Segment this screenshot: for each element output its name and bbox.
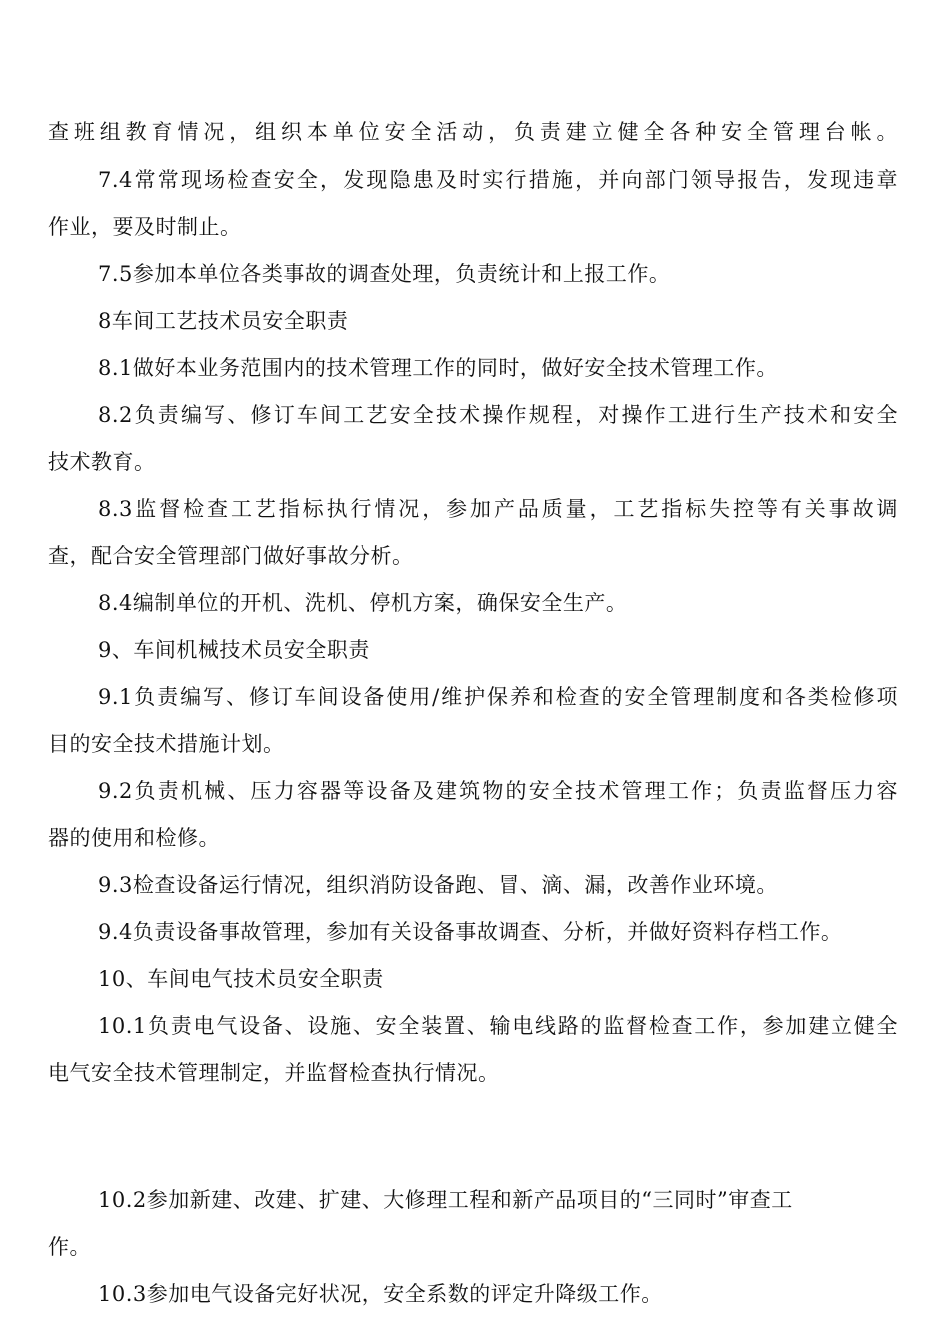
paragraph-9-1-line-1: 9.1负责编写、修订车间设备使用/维护保养和检查的安全管理制度和各类检修项 [98,685,898,709]
paragraph-8-2-line-1: 8.2负责编写、修订车间工艺安全技术操作规程，对操作工进行生产技术和安全 [98,403,898,427]
paragraph-10-2-line-1: 10.2参加新建、改建、扩建、大修理工程和新产品项目的“三同时”审查工 [98,1188,793,1212]
section-heading-8: 8车间工艺技术员安全职责 [98,309,349,333]
paragraph-8-4: 8.4编制单位的开机、洗机、停机方案，确保安全生产。 [98,591,628,615]
paragraph-7-5: 7.5参加本单位各类事故的调查处理，负责统计和上报工作。 [98,262,671,286]
paragraph-7-4-line-1: 7.4常常现场检查安全，发现隐患及时实行措施，并向部门领导报告，发现违章 [98,168,898,192]
paragraph-9-4: 9.4负责设备事故管理，参加有关设备事故调查、分析，并做好资料存档工作。 [98,920,843,944]
paragraph-8-3-line-1: 8.3监督检查工艺指标执行情况，参加产品质量，工艺指标失控等有关事故调 [98,497,898,521]
paragraph-10-1-line-1: 10.1负责电气设备、设施、安全装置、输电线路的监督检查工作，参加建立健全 [98,1014,898,1038]
paragraph-10-2-line-2: 作。 [48,1235,91,1259]
paragraph-9-1-line-2: 目的安全技术措施计划。 [48,732,285,756]
paragraph-9-2-line-2: 器的使用和检修。 [48,826,220,850]
paragraph-9-2-line-1: 9.2负责机械、压力容器等设备及建筑物的安全技术管理工作；负责监督压力容 [98,779,898,803]
paragraph-7-4-line-2: 作业，要及时制止。 [48,215,242,239]
paragraph-10-3: 10.3参加电气设备完好状况，安全系数的评定升降级工作。 [98,1282,663,1306]
paragraph-8-2-line-2: 技术教育。 [48,450,156,474]
paragraph-10-1-line-2: 电气安全技术管理制定，并监督检查执行情况。 [48,1061,500,1085]
paragraph-8-1: 8.1做好本业务范围内的技术管理工作的同时，做好安全技术管理工作。 [98,356,778,380]
paragraph-8-3-line-2: 查，配合安全管理部门做好事故分析。 [48,544,414,568]
paragraph-7-3-continuation: 查班组教育情况，组织本单位安全活动，负责建立健全各种安全管理台帐。 [48,120,898,144]
section-heading-9: 9、车间机械技术员安全职责 [98,638,370,662]
paragraph-9-3: 9.3检查设备运行情况，组织消防设备跑、冒、滴、漏，改善作业环境。 [98,873,778,897]
section-heading-10: 10、车间电气技术员安全职责 [98,967,384,991]
